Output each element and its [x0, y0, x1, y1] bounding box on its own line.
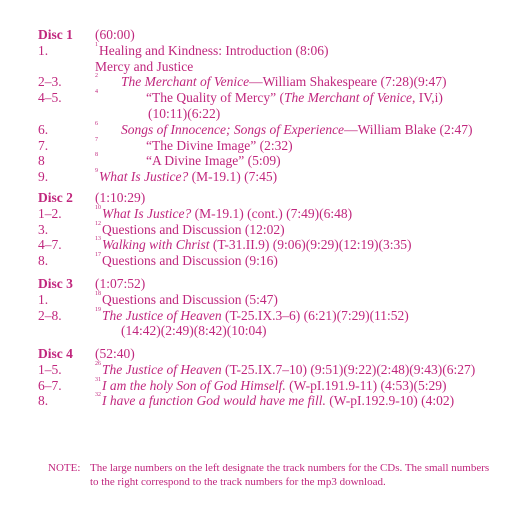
track-text: (T-31.II.9) (9:06)(9:29)(12:19)(3:35) — [209, 237, 412, 253]
track-title — [95, 308, 409, 324]
track-title — [95, 222, 285, 238]
track-number: 2–8. — [38, 307, 62, 323]
mp3-track-number: 7 — [95, 136, 98, 143]
track-number: 7. — [38, 137, 49, 153]
disc-heading: Disc 4 — [38, 346, 73, 361]
track-text: Questions and Discussion (5:47) — [102, 291, 278, 307]
disc-heading: Disc 1 — [38, 27, 73, 42]
track-number: 8 — [38, 153, 45, 169]
track-title — [121, 323, 266, 339]
track-text: Questions and Discussion (12:02) — [102, 221, 285, 237]
track-title — [95, 362, 475, 378]
note-label: NOTE: — [48, 462, 81, 474]
track-text: (M-19.1) (7:45) — [188, 169, 278, 185]
track-text: “The Divine Image” (2:32) — [146, 137, 293, 153]
track-text: , IV,i) — [412, 90, 443, 106]
track-number: 9. — [38, 169, 49, 185]
track-number: 2–3. — [38, 74, 62, 90]
track-title — [95, 378, 446, 394]
mp3-track-number: 9 — [95, 168, 98, 175]
track-title — [95, 206, 352, 222]
track-number: 1–5. — [38, 361, 62, 377]
work-title-italic: Songs of Innocence; Songs of Experience — [121, 121, 345, 137]
work-title-italic: What Is Justice? — [99, 169, 189, 185]
track-text: Questions and Discussion (9:16) — [102, 253, 278, 269]
mp3-track-number: 31 — [95, 376, 101, 383]
track-title — [95, 59, 193, 75]
work-title-italic: I am the holy Son of God Himself. — [102, 377, 286, 393]
mp3-track-number: 17 — [95, 252, 101, 259]
track-text: —William Shakespeare (7:28)(9:47) — [249, 74, 447, 90]
disc-heading: Disc 3 — [38, 276, 73, 291]
work-title-italic: The Merchant of Venice — [121, 74, 250, 90]
track-number: 8. — [38, 393, 49, 409]
track-text: Mercy and Justice — [95, 58, 194, 74]
mp3-track-number: 8 — [95, 152, 98, 159]
track-text: (10:11)(6:22) — [148, 106, 221, 121]
track-number: 3. — [38, 221, 49, 237]
mp3-track-number: 19 — [95, 306, 101, 313]
track-title — [95, 138, 293, 154]
track-text: (M-19.1) (cont.) (7:49)(6:48) — [191, 205, 353, 221]
track-title — [95, 122, 473, 138]
track-number: 1–2. — [38, 205, 62, 221]
track-text: Healing and Kindness: Introduction (8:06) — [99, 42, 329, 58]
work-title-italic: I have a function God would have me fill. — [102, 393, 326, 409]
track-text: (T-25.IX.3–6) (6:21)(7:29)(11:52) — [221, 307, 409, 323]
note-text: The large numbers on the left designate the track numbers for the CDs. The small numbers to the right correspond to the track numbers for the mp3 download. — [90, 462, 490, 488]
work-title-italic: The Merchant of Venice — [283, 90, 413, 106]
disc-heading: Disc 2 — [38, 190, 73, 205]
track-title — [95, 43, 328, 59]
mp3-track-number: 13 — [95, 236, 101, 243]
work-title-italic: The Justice of Heaven — [102, 361, 222, 377]
disc-duration: (1:10:29) — [95, 190, 146, 205]
mp3-track-number: 1 — [95, 41, 98, 48]
track-number: 4–7. — [38, 237, 62, 253]
track-number: 6–7. — [38, 377, 62, 393]
track-number: 8. — [38, 253, 49, 269]
work-title-italic: Walking with Christ — [102, 237, 210, 253]
track-text: “The Quality of Mercy” ( — [146, 90, 284, 106]
mp3-track-number: 12 — [95, 220, 101, 227]
track-text: (14:42)(2:49)(8:42)(10:04) — [121, 323, 267, 339]
track-number: 4–5. — [38, 90, 62, 106]
track-text: (T-25.IX.7–10) (9:51)(9:22)(2:48)(9:43)(6:27) — [221, 361, 476, 377]
mp3-track-number: 6 — [95, 120, 98, 127]
disc-duration: (52:40) — [95, 346, 135, 361]
work-title-italic: The Justice of Heaven — [102, 307, 222, 323]
track-text: (W-pI.191.9-11) (4:53)(5:29) — [285, 377, 447, 393]
mp3-track-number: 2 — [95, 73, 98, 80]
track-number: 1. — [38, 291, 49, 307]
mp3-track-number: 26 — [95, 360, 101, 367]
disc-duration: (60:00) — [95, 27, 135, 42]
track-title — [95, 90, 443, 106]
mp3-track-number: 18 — [95, 290, 101, 297]
disc-duration: (1:07:52) — [95, 276, 146, 291]
track-number: 6. — [38, 121, 49, 137]
track-title — [95, 292, 278, 308]
track-title — [148, 106, 220, 122]
mp3-track-number: 10 — [95, 204, 101, 211]
track-text: —William Blake (2:47) — [344, 121, 473, 137]
track-title — [95, 393, 454, 409]
work-title-italic: What Is Justice? — [102, 205, 192, 221]
track-title — [95, 169, 277, 185]
track-title — [95, 74, 447, 90]
mp3-track-number: 4 — [95, 89, 98, 96]
track-text: “A Divine Image” (5:09) — [146, 153, 281, 169]
track-title — [95, 253, 278, 269]
mp3-track-number: 32 — [95, 392, 101, 399]
track-number: 1. — [38, 42, 49, 58]
track-title — [95, 153, 281, 169]
track-title — [95, 237, 411, 253]
track-text: (W-pI.192.9-10) (4:02) — [325, 393, 455, 409]
